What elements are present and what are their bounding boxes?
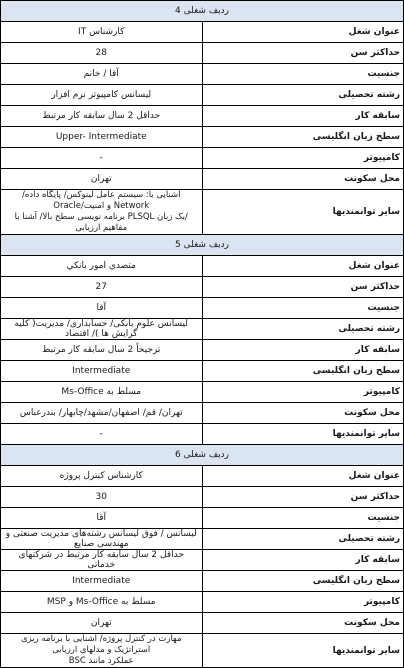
label-computer: کامپیوتر [202, 382, 404, 403]
value-field: لیسانس / فوق لیسانس رشته‌های مدیریت صنعتی و مهندسی صنایع [1, 529, 203, 550]
label-experience: سابقه کار [202, 550, 404, 571]
label-location: محل سکونت [202, 613, 404, 634]
label-gender: جنسیت [202, 298, 404, 319]
value-gender: آقا / خانم [1, 64, 203, 85]
value-experience: ترجیحاً 2 سال سابقه کار مرتبط [1, 340, 203, 361]
value-skills: - [1, 424, 203, 445]
label-computer: کامپیوتر [202, 592, 404, 613]
skills-line: /یک زبان PLSQL برنامه نویسی سطح بالا/ آشنا با مفاهیم ارزیابی [14, 212, 188, 233]
label-field: رشته تحصیلی [202, 85, 404, 106]
value-english: Upper- Intermediate [1, 127, 203, 148]
skills-line: عملکرد مانند BSC [68, 656, 134, 666]
label-english: سطح زبان انگلیسی [202, 361, 404, 382]
value-field: لیسانس علوم بانکی/ حسابداری/ مدیریت( کلیه گرایش ها )/ اقتصاد [1, 319, 203, 340]
label-title: عنوان شغل [202, 466, 404, 487]
label-age: حداکثر سن [202, 277, 404, 298]
value-english: Intermediate [1, 361, 203, 382]
skills-line: آشنایی با: سیستم عامل لینوکس/ پایگاه داده/ Network و امنیت/Oracle [22, 190, 181, 211]
label-gender: جنسیت [202, 64, 404, 85]
value-skills [1, 190, 203, 235]
value-age: 27 [1, 277, 203, 298]
value-computer: مسلط به Ms-Office [1, 382, 203, 403]
value-age: 30 [1, 487, 203, 508]
label-skills: سایر توانمندیها [202, 634, 404, 668]
label-title: عنوان شغل [202, 22, 404, 43]
value-experience: حداقل 2 سال سابقه کار مرتبط در شرکتهای خدماتی [1, 550, 203, 571]
value-skills [1, 634, 203, 668]
job-header: ردیف شغلی 5 [1, 235, 404, 256]
value-title: متصدي امور بانكي [1, 256, 203, 277]
value-english: Intermediate [1, 571, 203, 592]
value-computer: - [1, 148, 203, 169]
label-gender: جنسیت [202, 508, 404, 529]
label-location: محل سکونت [202, 403, 404, 424]
value-title: کارشناس کنترل پروژه [1, 466, 203, 487]
label-computer: کامپیوتر [202, 148, 404, 169]
value-computer: مسلط به Ms-Office و MSP [1, 592, 203, 613]
value-experience: حداقل 2 سال سابقه کار مرتبط [1, 106, 203, 127]
job-header: ردیف شغلی 4 [1, 1, 404, 22]
value-field: لیسانس کامپیوتر نرم افزار [1, 85, 203, 106]
label-location: محل سکونت [202, 169, 404, 190]
label-skills: سایر توانمندیها [202, 424, 404, 445]
value-gender: آقا [1, 508, 203, 529]
label-experience: سابقه کار [202, 106, 404, 127]
label-skills: سایر توانمندیها [202, 190, 404, 235]
label-age: حداکثر سن [202, 43, 404, 64]
label-english: سطح زبان انگلیسی [202, 127, 404, 148]
label-field: رشته تحصیلی [202, 319, 404, 340]
value-location: تهران [1, 169, 203, 190]
skills-line: مهارت در کنترل پروژه/ آشنایی با برنامه ریزی استراتژیک و مدلهای ارزیابی [20, 634, 182, 655]
value-gender: آقا [1, 298, 203, 319]
value-age: 28 [1, 43, 203, 64]
label-age: حداکثر سن [202, 487, 404, 508]
job-header: ردیف شغلی 6 [1, 445, 404, 466]
label-title: عنوان شغل [202, 256, 404, 277]
label-field: رشته تحصیلی [202, 529, 404, 550]
label-experience: سابقه کار [202, 340, 404, 361]
value-location: تهران/ قم/ اصفهان/مشهد/چابهار/ بندرعباس [1, 403, 203, 424]
label-english: سطح زبان انگلیسی [202, 571, 404, 592]
value-title: کارشناس IT [1, 22, 203, 43]
value-location: تهران [1, 613, 203, 634]
